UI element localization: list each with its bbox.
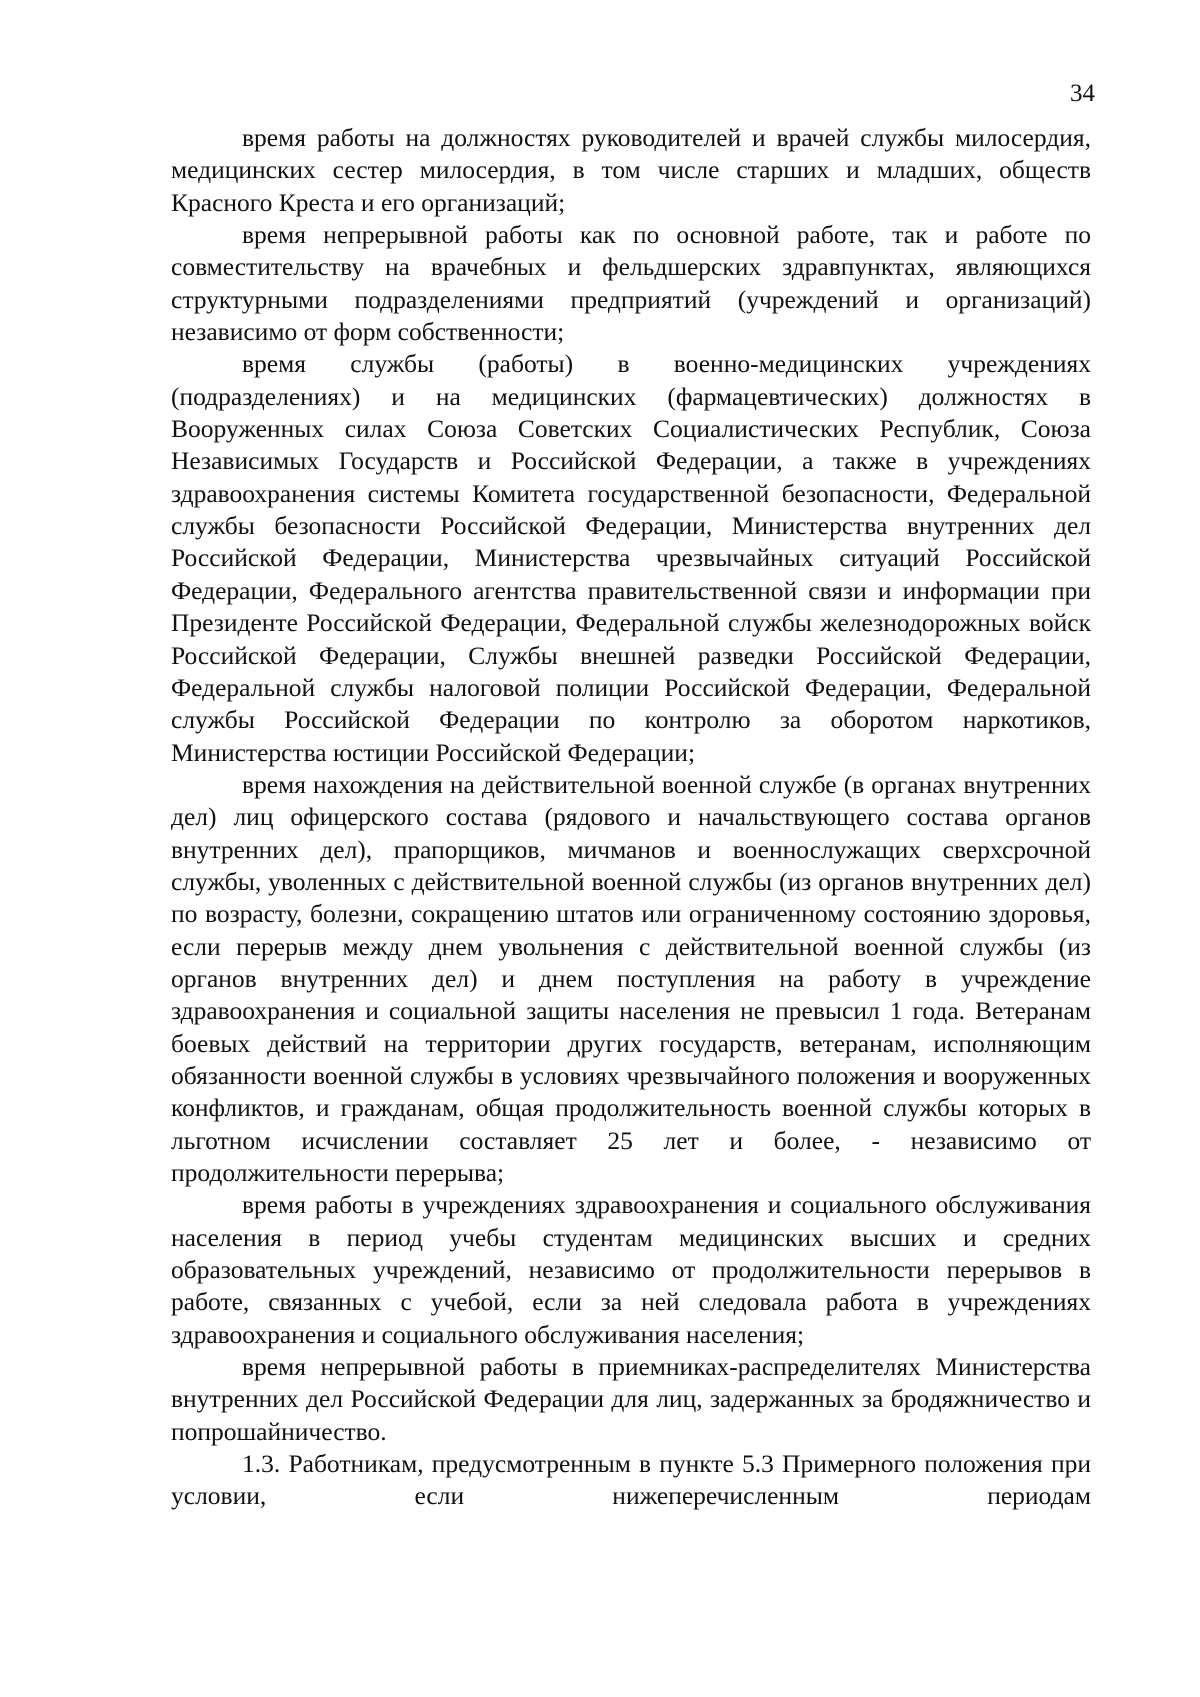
- paragraph-active-military-service: время нахождения на действительной военной службе (в органах внутренних дел) лиц офицерского состава (рядового и начальствующего состава органов внутренних дел), прапорщиков, мичманов и военнослужащих сверхсрочной службы, уволенных с действительной военной службы (из органов внутренних дел) по возрасту, болезни, сокращению штатов или ограниченному состоянию здоровья, если перерыв между днем увольнения с действительной военной службы (из органов внутренних дел) и днем поступления на работу в учреждение здравоохранения и социальной защиты населения не превысил 1 года. Ветеранам боевых действий на территории других государств, ветеранам, исполняющим обязанности военной службы в условиях чрезвычайного положения и вооруженных конфликтов, и гражданам, общая продолжительность военной службы которых в льготном исчислении составляет 25 лет и более, - независимо от продолжительности перерыва;: [171, 769, 1091, 1187]
- paragraph-detention-centers: время непрерывной работы в приемниках-распределителях Министерства внутренних дел Российской Федерации для лиц, задержанных за бродяжничество и попрошайничество.: [171, 1352, 1091, 1446]
- paragraph-red-cross-service: время работы на должностях руководителей и врачей службы милосердия, медицинских сестер милосердия, в том числе старших и младших, обществ Красного Креста и его организаций;: [171, 123, 1091, 217]
- paragraph-student-work: время работы в учреждениях здравоохранения и социального обслуживания населения в период учебы студентам медицинских высших и средних образовательных учреждений, независимо от продолжительности перерывов в работе, связанных с учебой, если за ней следовала работа в учреждениях здравоохранения и социального обслуживания населения;: [171, 1190, 1091, 1349]
- paragraph-health-posts: время непрерывной работы как по основной работе, так и работе по совместительству на врачебных и фельдшерских здравпунктах, являющихся структурными подразделениями предприятий (учреждений и организаций) независимо от форм собственности;: [171, 220, 1091, 347]
- paragraph-section-1-3: 1.3. Работникам, предусмотренным в пункте 5.3 Примерного положения при условии, если нижеперечисленным периодам: [171, 1449, 1091, 1511]
- paragraph-military-medical-service: время службы (работы) в военно-медицинских учреждениях (подразделениях) и на медицинских (фармацевтических) должностях в Вооруженных силах Союза Советских Социалистических Республик, Союза Независимых Государств и Российской Федерации, а также в учреждениях здравоохранения системы Комитета государственной безопасности, Федеральной службы безопасности Российской Федерации, Министерства внутренних дел Российской Федерации, Министерства чрезвычайных ситуаций Российской Федерации, Федерального агентства правительственной связи и информации при Президенте Российской Федерации, Федеральной службы железнодорожных войск Российской Федерации, Службы внешней разведки Российской Федерации, Федеральной службы налоговой полиции Российской Федерации, Федеральной службы Российской Федерации по контролю за оборотом наркотиков, Министерства юстиции Российской Федерации;: [171, 349, 1091, 767]
- document-body: [171, 122, 1091, 1513]
- page-number: 34: [1070, 80, 1095, 107]
